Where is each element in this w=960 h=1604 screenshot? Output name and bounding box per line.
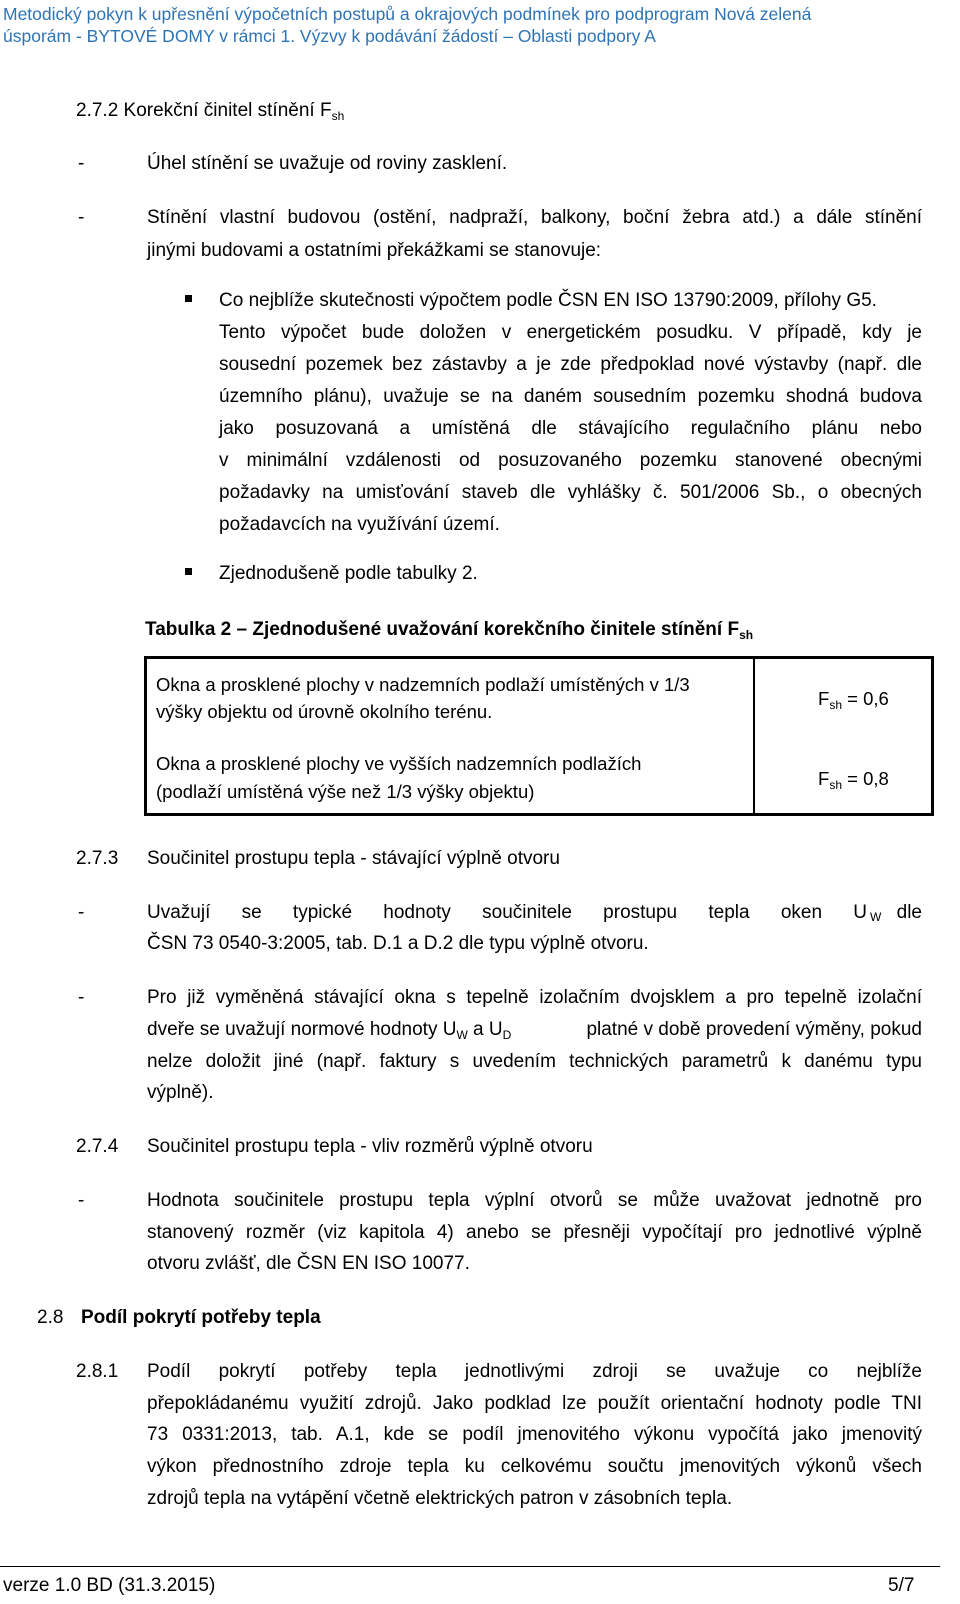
list-item-cont: nelze doložit jiné (např. faktury s uvedením technických parametrů k danému typu xyxy=(147,1051,922,1072)
section-title: Podíl pokrytí potřeby tepla xyxy=(81,1307,321,1328)
bullet-text: požadavcích na využívání území. xyxy=(219,514,500,535)
list-item: Stínění vlastní budovou (ostění, nadpraží, balkony, boční žebra atd.) a dále stínění xyxy=(147,207,922,228)
section-number: 2.8 xyxy=(37,1307,64,1328)
list-dash: - xyxy=(78,902,85,923)
section-number: 2.8.1 xyxy=(76,1361,119,1382)
bullet-text: jako posuzovaná a umístěná dle stávajícího regulačního plánu nebo xyxy=(219,418,922,439)
list-dash: - xyxy=(78,207,85,228)
list-item-cont: jinými budovami a ostatními překážkami se stanovuje: xyxy=(147,240,602,261)
footer-divider xyxy=(0,1566,940,1567)
header-line-1: Metodický pokyn k upřesnění výpočetních postupů a okrajových podmínek pro podprogram Nová zelená xyxy=(3,4,812,24)
bullet-text: územního plánu), uvažuje se na daném sousedním pozemku shodná budova xyxy=(219,386,922,407)
paragraph-line: zdrojů tepla na vytápění včetně elektrických patron v zásobních tepla. xyxy=(147,1488,733,1509)
section-number: 2.7.3 xyxy=(76,848,119,869)
page-header xyxy=(0,0,960,56)
bullet-text: Co nejblíže skutečnosti výpočtem podle ČSN EN ISO 13790:2009, přílohy G5. xyxy=(219,290,877,311)
section-title: Součinitel prostupu tepla - stávající výplně otvoru xyxy=(147,848,560,869)
list-dash: - xyxy=(78,1190,85,1211)
section-number: 2.7.4 xyxy=(76,1136,119,1157)
bullet-text: v minimální vzdálenosti od posuzovaného pozemku stanovené obecnými xyxy=(219,450,922,471)
list-item: Pro již vyměněná stávající okna s tepelně izolačním dvojsklem a pro tepelně izolační xyxy=(147,987,922,1008)
bullet-text: Zjednodušeně podle tabulky 2. xyxy=(219,563,478,584)
list-item-cont: otvoru zvlášť, dle ČSN EN ISO 10077. xyxy=(147,1253,470,1274)
header-line-2: úsporám - BYTOVÉ DOMY v rámci 1. Výzvy k podávání žádostí – Oblasti podpory A xyxy=(3,26,656,46)
paragraph-line: Podíl pokrytí potřeby tepla jednotlivými zdroji se uvažuje co nejblíže xyxy=(147,1361,922,1382)
table-cell-desc: Okna a prosklené plochy v nadzemních podlaží umístěných v 1/3 xyxy=(156,674,690,695)
list-item: Uvažují se typické hodnoty součinitele prostupu tepla oken U W dle xyxy=(147,902,922,924)
list-item-cont: dveře se uvažují normové hodnoty $U_W$ a $U_D$ platné v době provedení výměny, pokud xyxy=(147,1019,922,1042)
footer-version: verze 1.0 BD (31.3.2015) xyxy=(3,1575,216,1596)
table-cell-desc: (podlaží umístěná výše než 1/3 výšky objektu) xyxy=(156,781,535,802)
list-dash: - xyxy=(78,987,85,1008)
list-item: Hodnota součinitele prostupu tepla výplní otvorů se může uvažovat jednotně pro xyxy=(147,1190,922,1211)
table-cell-desc: Okna a prosklené plochy ve vyšších nadzemních podlažích xyxy=(156,753,642,774)
footer-page-number: 5/7 xyxy=(888,1575,915,1596)
table-divider xyxy=(753,658,755,814)
table-caption: Tabulka 2 – Zjednodušené uvažování korekčního činitele stínění $F_{sh}$ xyxy=(145,619,754,642)
section-title: Součinitel prostupu tepla - vliv rozměrů výplně otvoru xyxy=(147,1136,593,1157)
paragraph-line: přepokládanému využití zdrojů. Jako podklad lze použít orientační hodnoty podle TNI xyxy=(147,1393,922,1414)
list-item-cont: ČSN 73 0540-3:2005, tab. D.1 a D.2 dle typu výplně otvoru. xyxy=(147,933,649,954)
bullet-text: Tento výpočet bude doložen v energetickém posudku. V případě, kdy je xyxy=(219,322,922,343)
bullet-text: požadavky na umisťování staveb dle vyhlášky č. 501/2006 Sb., o obecných xyxy=(219,482,922,503)
list-item-cont: výplně). xyxy=(147,1082,214,1103)
section-heading-2-7-2: 2.7.2 Korekční činitel stínění $F_{sh}$ xyxy=(76,100,345,123)
table-cell-value: $F_{sh} = 0,6$ xyxy=(818,688,889,712)
bullet-square xyxy=(185,295,192,302)
paragraph-line: 73 0331:2013, tab. A.1, kde se podíl jmenovitého výkonu vypočítá jako jmenovitý xyxy=(147,1424,922,1445)
list-item-cont: stanovený rozměr (viz kapitola 4) anebo se přesněji vypočítají pro jednotlivé výplně xyxy=(147,1222,922,1243)
paragraph-line: výkon přednostního zdroje tepla ku celkovému součtu jmenovitých výkonů všech xyxy=(147,1456,922,1477)
table-cell-desc: výšky objektu od úrovně okolního terénu. xyxy=(156,701,493,722)
list-item: Úhel stínění se uvažuje od roviny zasklení. xyxy=(147,153,508,174)
list-dash: - xyxy=(78,153,85,174)
bullet-text: sousední pozemek bez zástavby a je zde předpoklad nové výstavby (např. dle xyxy=(219,354,922,375)
bullet-square xyxy=(185,568,192,575)
table-cell-value: $F_{sh} = 0,8$ xyxy=(818,768,889,792)
